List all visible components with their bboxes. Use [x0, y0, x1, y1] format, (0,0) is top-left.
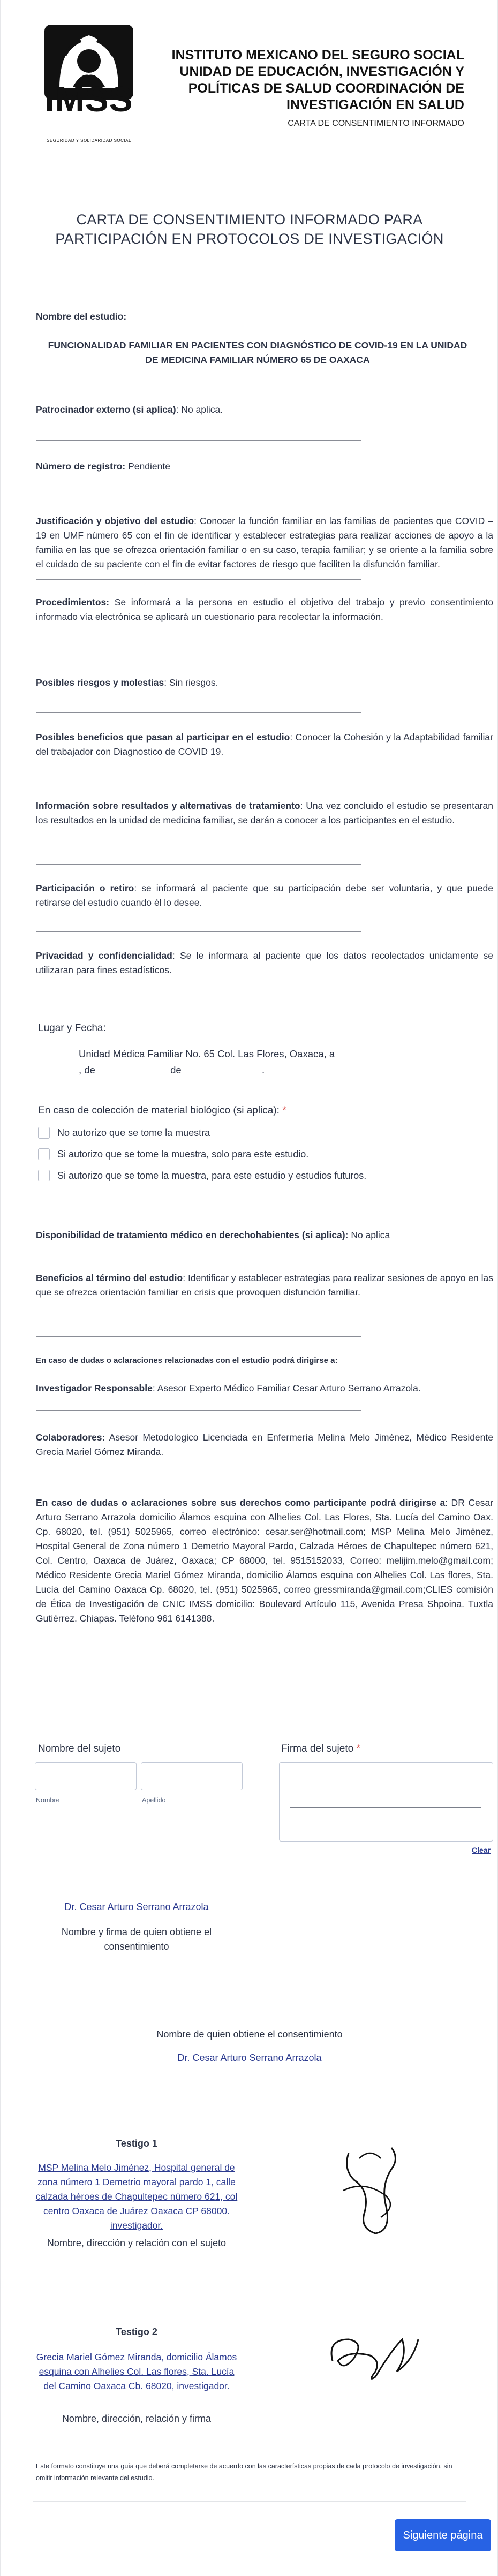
risks-paragraph: Posibles riesgos y molestias: Sin riesgos.	[36, 677, 218, 688]
procedures-paragraph: Procedimientos: Se informará a la persona en estudio el objetivo del trabajo y previo consentimiento informado vía electrónica se aplicará un cuestionario para recolectar la información.	[36, 597, 493, 622]
withdrawal-line	[36, 931, 361, 932]
benefits-paragraph: Posibles beneficios que pasan al participar en el estudio: Conocer la Cohesión y la Adaptabilidad familiar del trabajador con Diagnostico de COVID 19.	[36, 732, 493, 757]
header-subtitle: CARTA DE CONSENTIMIENTO INFORMADO	[288, 119, 464, 128]
last-name-input[interactable]	[141, 1762, 243, 1790]
contact-heading: En caso de dudas o aclaraciones relacionadas con el estudio podrá dirigirse a:	[36, 1356, 338, 1365]
investigator-paragraph: Investigador Responsable: Asesor Experto Médico Familiar Cesar Arturo Serrano Arrazola.	[36, 1383, 421, 1393]
witness2-signature	[322, 2318, 424, 2393]
collaborators-paragraph: Colaboradores: Asesor Metodologico Licenciada en Enfermería Melina Melo Jiménez, Médico Residente Grecia Mariel Gómez Miranda.	[36, 1432, 493, 1457]
signature-baseline	[290, 1807, 481, 1808]
place-date-text: Unidad Médica Familiar No. 65 Col. Las Flores, Oaxaca, a , de de .	[79, 1046, 454, 1078]
end-benefits-line	[36, 1336, 361, 1337]
witness1-signature	[333, 2137, 408, 2244]
collection-label: En caso de colección de material biológico (si aplica): *	[38, 1105, 286, 1116]
availability-paragraph: Disponibilidad de tratamiento médico en derechohabientes (si aplica): No aplica	[36, 1230, 390, 1240]
first-name-input[interactable]	[35, 1762, 137, 1790]
witness2-title: Testigo 2	[116, 2327, 157, 2337]
witness2-text: Grecia Mariel Gómez Miranda, domicilio Álamos esquina con Alhelies Col. Las flores, Sta. Lucía del Camino Oaxaca Cb. 68020, investigador.	[36, 2352, 237, 2391]
subject-name-label: Nombre del sujeto	[38, 1743, 121, 1754]
footnote: Este formato constituye una guía que deberá completarse de acuerdo con las características propias de cada protocolo de investigación, sin omitir información relevante del estudio.	[36, 2463, 452, 2482]
end-benefits-paragraph: Beneficios al término del estudio: Identificar y establecer estrategias para realizar sesiones de apoyo en las que se ofrezca orientación familiar en crisis que provoquen disfunción familiar.	[36, 1272, 493, 1298]
registry-paragraph: Número de registro: Pendiente	[36, 461, 170, 472]
signature-pad[interactable]	[279, 1762, 493, 1842]
collection-option-1[interactable]: No autorizo que se tome la muestra	[38, 1125, 210, 1140]
results-line	[36, 864, 361, 865]
sponsor-line	[36, 440, 361, 441]
sponsor-paragraph: Patrocinador externo (si aplica): No aplica.	[36, 404, 223, 415]
obtainer-caption: Nombre y firma de quien obtiene el consentimiento	[61, 1927, 212, 1952]
study-label: Nombre del estudio:	[36, 311, 127, 322]
privacy-paragraph: Privacidad y confidencialidad: Se le informara al paciente que los datos recolectados unidamente se utilizaran para fines estadísticos.	[36, 950, 493, 975]
form-title: CARTA DE CONSENTIMIENTO INFORMADO PARA PARTICIPACIÓN EN PROTOCOLOS DE INVESTIGACIÓN	[55, 211, 444, 247]
results-paragraph: Información sobre resultados y alternativas de tratamiento: Una vez concluido el estudio se presentaran los resultados en la unidad de medicina familiar, se darán a conocer a los participantes en el estudio.	[36, 800, 493, 825]
justification-line	[36, 579, 361, 580]
obtainer2-caption: Nombre de quien obtiene el consentimiento	[156, 2029, 343, 2040]
checkbox[interactable]	[38, 1127, 50, 1139]
checkbox[interactable]	[38, 1148, 50, 1160]
witness2-caption: Nombre, dirección, relación y firma	[62, 2413, 212, 2424]
logo-tagline: SEGURIDAD Y SOLIDARIDAD SOCIAL	[47, 138, 131, 143]
collection-option-2[interactable]: Si autorizo que se tome la muestra, solo para este estudio.	[38, 1147, 308, 1162]
investigator-line	[36, 1410, 361, 1411]
institute-heading: INSTITUTO MEXICANO DEL SEGURO SOCIAL UNIDAD DE EDUCACIÓN, INVESTIGACIÓN Y POLÍTICAS DE SALUD COORDINACIÓN DE INVESTIGACIÓN EN SALUD	[171, 48, 464, 112]
rights-paragraph: En caso de dudas o aclaraciones sobre sus derechos como participante podrá dirigirse a: DR Cesar Arturo Serrano Arrazola domicilio Álamos esquina con Alhelies Col. Las Flores, Sta. Lucía del Camino Oax. Cp. 68020, tel. (951) 5025965, correo electrónico: cesar.ser@hotmail.com; MSP Melina Melo Jiménez, Hospital General de Zona número 1 Demetrio Mayoral Pardo, Calzada Héroes de Chapultepec número 621, Col. Centro, Oaxaca de Juárez, Oaxaca; CP 68000, tel. 9515152033, Correo: melijim.melo@gmail.com; Médico Residente Grecia Mariel Gómez Miranda, domicilio Álamos esquina con Alhelies Col. Las flores, Sta. Lucía del Camino Oaxaca Cp. 68020, tel. (951) 5025965, correo gressmiranda@gmail.com;CLIES comisión de Ética de Investigación de CNIC IMSS domicilio: Boulevard Artículo 115, Avenida Presa Shpoina. Tuxtla Gutiérrez. Chiapas. Teléfono 961 6141388.	[36, 1497, 494, 1624]
risks-line	[36, 712, 361, 713]
witness1-caption: Nombre, dirección y relación con el sujeto	[47, 2238, 227, 2248]
withdrawal-paragraph: Participación o retiro: se informará al paciente que su participación debe ser voluntaria, y que puede retirarse del estudio cuando él lo desee.	[36, 883, 493, 908]
place-date-label: Lugar y Fecha:	[38, 1022, 106, 1034]
last-name-sublabel: Apellido	[142, 1797, 166, 1804]
witness1-title: Testigo 1	[116, 2138, 157, 2149]
clear-signature-link[interactable]: Clear	[472, 1846, 491, 1854]
logo-wordmark: IMSS	[44, 79, 133, 119]
obtainer2-name: Dr. Cesar Arturo Serrano Arrazola	[177, 2052, 322, 2063]
next-page-button[interactable]: Siguiente página	[395, 2519, 491, 2551]
witness1-text: MSP Melina Melo Jiménez, Hospital general de zona número 1 Demetrio mayoral pardo 1, calle calzada héroes de Chapultepec número 621, col centro Oaxaca de Juárez Oaxaca CP 68000. investigador.	[35, 2162, 238, 2231]
justification-paragraph: Justificación y objetivo del estudio: Conocer la función familiar en las familias de pacientes que COVID – 19 en UMF número 65 con el fin de identificar y establecer estrategias para realizar acciones de apoyo a la familia en las que se ofrezca orientación familiar o en su caso, terapia familiar; y se oriente a la familia sobre el cuidado de su paciente con el fin de evitar factores de riesgo que faciliten la disfunción familiar.	[36, 516, 493, 570]
subject-signature-label: Firma del sujeto *	[281, 1743, 360, 1754]
footer-divider	[33, 2501, 466, 2502]
obtainer-name: Dr. Cesar Arturo Serrano Arrazola	[64, 1901, 209, 1912]
study-name: FUNCIONALIDAD FAMILIAR EN PACIENTES CON DIAGNÓSTICO DE COVID-19 EN LA UNIDAD DE MEDICINA FAMILIAR NÚMERO 65 DE OAXACA	[48, 340, 467, 365]
first-name-sublabel: Nombre	[36, 1797, 60, 1804]
checkbox[interactable]	[38, 1170, 50, 1181]
collection-option-3[interactable]: Si autorizo que se tome la muestra, para este estudio y estudios futuros.	[38, 1168, 366, 1183]
